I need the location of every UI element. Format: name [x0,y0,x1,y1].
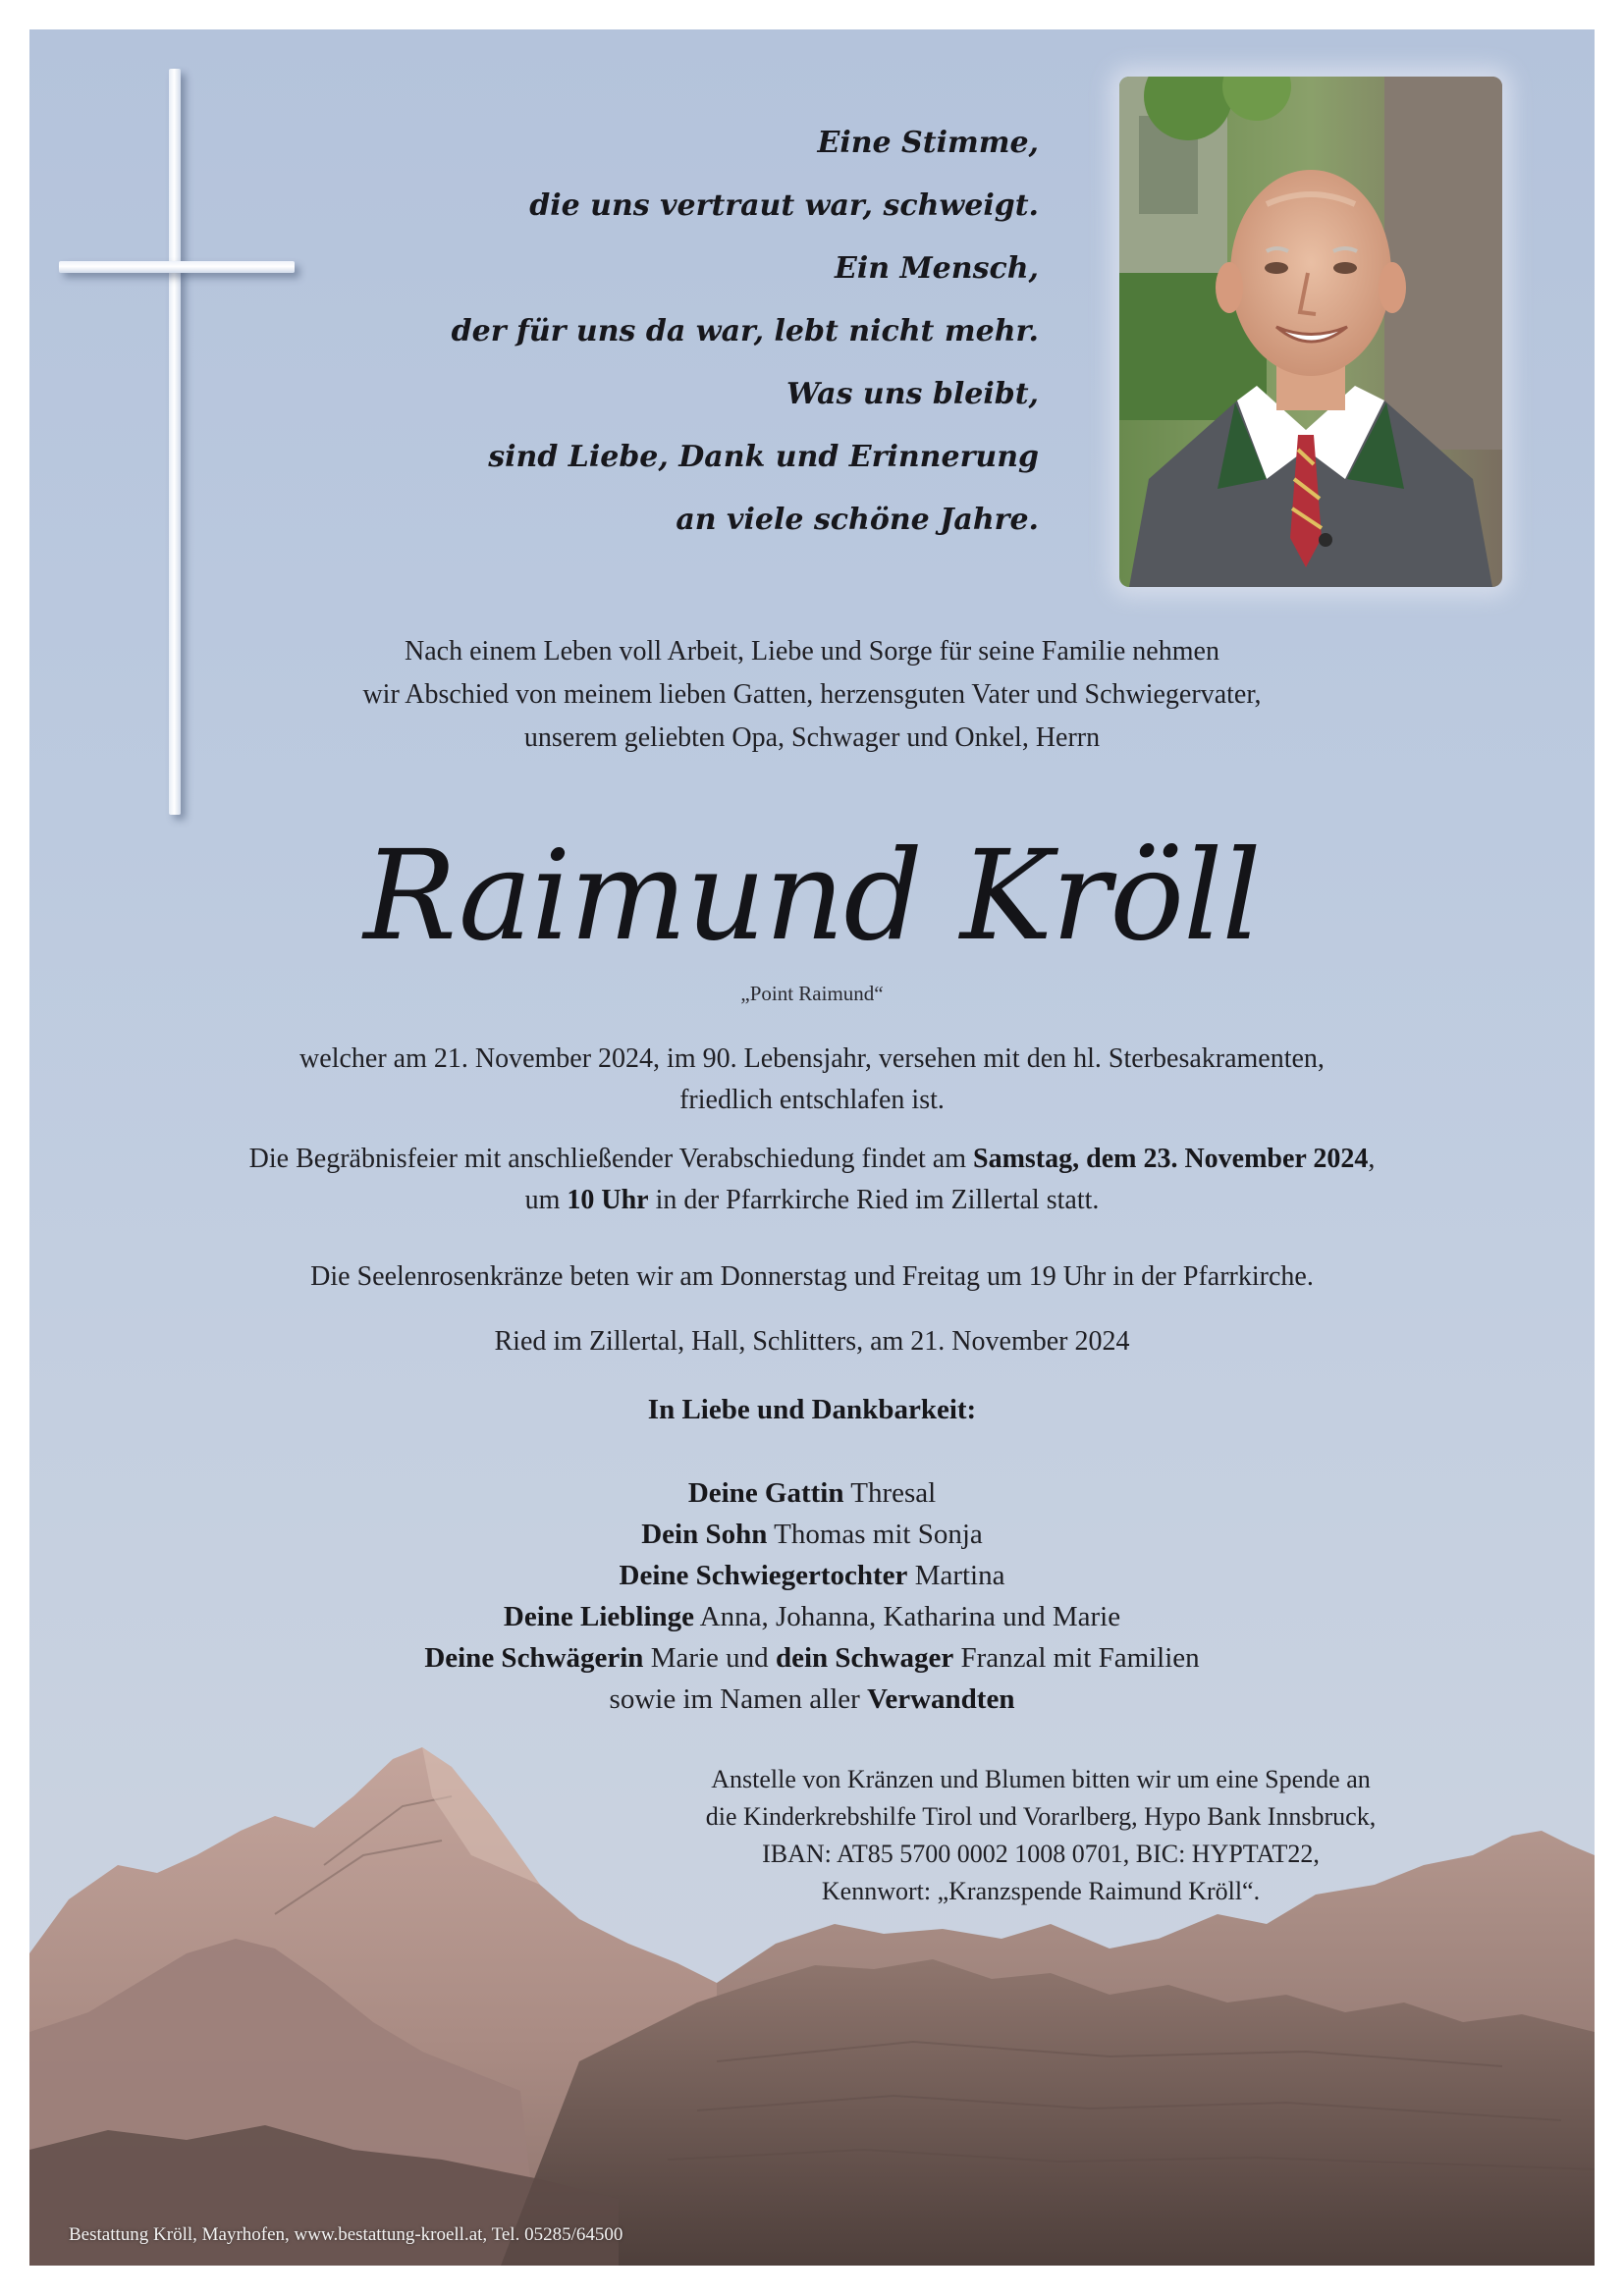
family-label: Deine Schwiegertochter [619,1560,908,1591]
place-date: Ried im Zillertal, Hall, Schlitters, am 21. November 2024 [494,1326,1130,1357]
family-names: Franzal mit Familien [953,1642,1200,1674]
poem [452,112,1039,552]
family-line [29,1514,1595,1555]
portrait-photo [1119,77,1502,587]
death-notice-line: friedlich entschlafen ist. [679,1085,945,1115]
family-line [29,1472,1595,1514]
family-line [29,1679,1595,1720]
poem-line: an viele schöne Jahre. [676,503,1039,537]
intro-text [29,630,1595,760]
intro-line: wir Abschied von meinem lieben Gatten, herzensguten Vater und Schwiegervater, [362,679,1262,710]
gratitude-heading: In Liebe und Dankbarkeit: [647,1394,977,1425]
family-names: Thomas mit Sonja [767,1519,983,1550]
family-names: sowie im Namen aller [609,1683,868,1715]
poem-line: sind Liebe, Dank und Erinnerung [488,440,1039,474]
parte-card [29,29,1595,2266]
family-names: Marie und [643,1642,776,1674]
nickname: „Point Raimund“ [740,982,884,1005]
poem-line: die uns vertraut war, schweigt. [529,188,1039,223]
funeral-date: Samstag, dem 23. November 2024 [973,1144,1369,1174]
family-label: dein Schwager [775,1642,954,1674]
funeral-time: 10 Uhr [567,1185,649,1215]
donation-request [638,1761,1443,1910]
donation-line: Kennwort: „Kranzspende Raimund Kröll“. [821,1877,1261,1905]
family-label: Deine Gattin [687,1477,844,1509]
family-line [29,1596,1595,1637]
family-line [29,1555,1595,1596]
intro-line: Nach einem Leben voll Arbeit, Liebe und Sorge für seine Familie nehmen [405,636,1219,667]
poem-line: Was uns bleibt, [786,377,1039,411]
funeral-text: um [524,1185,568,1215]
family-names: Anna, Johanna, Katharina und Marie [694,1601,1121,1632]
family-names: Martina [907,1560,1005,1591]
family-label: Dein Sohn [641,1519,768,1550]
funeral-text: , [1368,1144,1376,1174]
family-list [29,1472,1595,1720]
family-names: Thresal [843,1477,937,1509]
family-label: Deine Schwägerin [424,1642,644,1674]
donation-line: die Kinderkrebshilfe Tirol und Vorarlberg, Hypo Bank Innsbruck, [705,1802,1377,1831]
family-label: Deine Lieblinge [503,1601,695,1632]
deceased-name: Raimund Kröll [363,824,1261,968]
poem-line: der für uns da war, lebt nicht mehr. [451,314,1039,348]
intro-line: unserem geliebten Opa, Schwager und Onkel, Herrn [523,722,1101,753]
death-notice [29,1039,1595,1121]
funeral-home-footer: Bestattung Kröll, Mayrhofen, www.bestattung-kroell.at, Tel. 05285/64500 [69,2224,623,2245]
funeral-info [29,1139,1595,1221]
death-notice-line: welcher am 21. November 2024, im 90. Lebensjahr, versehen mit den hl. Sterbesakramenten, [299,1043,1325,1074]
poem-line: Ein Mensch, [834,251,1039,286]
family-line [29,1637,1595,1679]
funeral-text: in der Pfarrkirche Ried im Zillertal statt. [648,1185,1100,1215]
poem-line: Eine Stimme, [817,126,1039,160]
funeral-line-2 [29,1180,1595,1221]
donation-line: Anstelle von Kränzen und Blumen bitten wir um eine Spende an [711,1765,1371,1793]
family-label: Verwandten [867,1683,1015,1715]
donation-line: IBAN: AT85 5700 0002 1008 0701, BIC: HYPTAT22, [762,1840,1320,1868]
rosary-info: Die Seelenrosenkränze beten wir am Donnerstag und Freitag um 19 Uhr in der Pfarrkirche. [310,1261,1314,1292]
funeral-line-1 [29,1139,1595,1180]
funeral-text: Die Begräbnisfeier mit anschließender Verabschiedung findet am [248,1144,973,1174]
